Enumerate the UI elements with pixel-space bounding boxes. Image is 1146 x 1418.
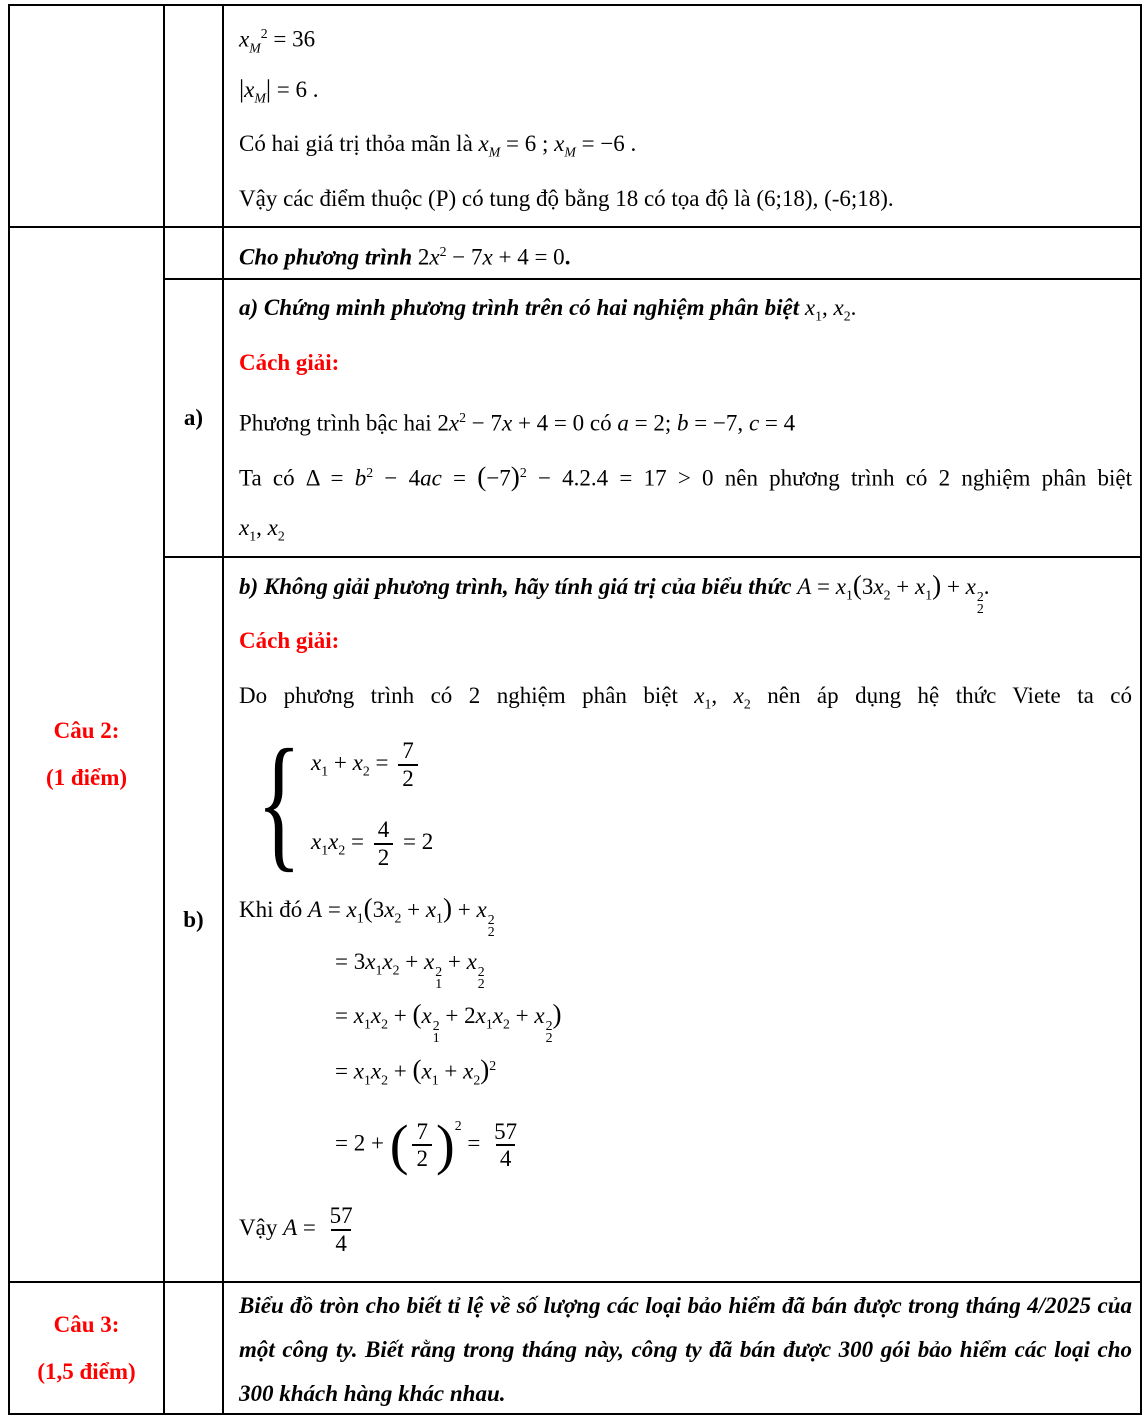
part-a-solution-cell <box>224 280 1140 556</box>
question2-intro-part-cell-empty <box>165 228 224 278</box>
question2-label <box>10 228 163 1281</box>
question3-part-cell-empty <box>165 1283 224 1413</box>
question2-block <box>10 228 1140 1283</box>
question1-part-cell-empty <box>165 6 224 226</box>
part-a-title: a) Chứng minh phương trình trên có hai nghiệm phân biệt $x_1$, $x_2$. <box>239 295 857 324</box>
math-line-xm-squared: $x_M^2 = 36$ <box>239 26 316 56</box>
system-line-sum: $x_1 + x_2$ = $\frac{7}{2}$ <box>311 723 433 802</box>
question2-number: Câu 2: <box>53 718 120 743</box>
part-b-viete-line: Do phương trình có 2 nghiệm phân biệt $x_1$, $x_2$ nên áp dụng hệ thức Viete ta có <box>239 683 1132 712</box>
part-a-line-roots: $x_1$, $x_2$ <box>239 515 285 544</box>
question1-solution-cell <box>224 6 1140 226</box>
question3-points: (1,5 điểm) <box>37 1358 136 1384</box>
derivation-step-4: = 2 + ( $\frac{7}{2}$ )$^2$ = $\frac{57}{4}$ <box>335 1114 518 1177</box>
text-line-two-values: Có hai giá trị thỏa mãn là $x_M = 6$ ; $x_M = -6$ . <box>239 131 637 160</box>
question2-intro-row <box>165 228 1140 280</box>
question2-label-cell <box>10 228 165 1281</box>
question3-row <box>10 1283 1140 1413</box>
exam-solution-table <box>8 4 1142 1415</box>
part-b-khido-line: Khi đó $A = x_1(3x_2 + x_1) + x$ 2 2 <box>239 893 495 939</box>
derivation-step-2: = $x_1x_2 + (x$ 2 1 + $2x_1x_2 + x$ 2 2 ) <box>335 999 562 1045</box>
question3-statement: Biểu đồ tròn cho biết tỉ lệ về số lượng các loại bảo hiểm đã bán được trong tháng 4/2025 của một công ty. Biết rằng trong tháng này, công ty đã bán được 300 gói bảo hiểm các loại cho 300 khách hàng khác nhau. <box>239 1293 1132 1406</box>
system-brace: { <box>256 719 302 885</box>
question2-points: (1 điểm) <box>45 765 128 790</box>
derivation-step-3: = $x_1x_2 + (x_1 + x_2)^2$ <box>335 1054 497 1088</box>
part-a-line-delta: Ta có $\Delta = b^2 - 4ac = (-7)^2 - 4.2.4 = 17 > 0$ nên phương trình có 2 nghiệm phân biệt <box>239 461 1132 492</box>
system-lines <box>311 723 433 881</box>
question3-number: Câu 3: <box>53 1311 120 1337</box>
part-a-line-coefficients: Phương trình bậc hai $2x^2 - 7x + 4 = 0$ có a = 2; b = −7, c = 4 <box>239 410 796 436</box>
question2-intro-text: Cho phương trình $2x^2 - 7x + 4 = 0$. <box>239 244 571 270</box>
math-line-abs-xm: $|x_M| = 6$ . <box>239 74 319 106</box>
question2-rows <box>165 228 1140 1281</box>
part-b-method-label: Cách giải: <box>239 628 340 653</box>
question2-part-b-row <box>165 558 1140 1281</box>
question3-statement-cell <box>224 1283 1140 1413</box>
system-line-product: $x_1x_2$ = $\frac{4}{2}$ = 2 <box>311 816 434 870</box>
part-a-method-label: Cách giải: <box>239 350 340 375</box>
question1-label-cell-empty <box>10 6 165 226</box>
part-b-conclusion: Vậy A = $\frac{57}{4}$ <box>239 1202 353 1256</box>
part-b-label: b) <box>165 558 224 1281</box>
part-b-solution-cell <box>224 558 1140 1281</box>
part-a-label: a) <box>165 280 224 556</box>
question1-remainder-row <box>10 6 1140 228</box>
text-line-conclusion-points: Vậy các điểm thuộc (P) có tung độ bằng 18 có tọa độ là (6;18), (-6;18). <box>239 186 894 211</box>
equation-system <box>243 719 1132 885</box>
question2-part-a-row <box>165 280 1140 558</box>
question3-label-cell <box>10 1283 165 1413</box>
part-b-title: b) Không giải phương trình, hãy tính giá trị của biểu thức $A = x_1(3x_2 + x_1) + x$ 2 2 . <box>239 570 990 616</box>
question2-intro-cell <box>224 228 1140 278</box>
question3-label <box>10 1283 163 1413</box>
derivation-step-1: = $3x_1x_2 + x$ 2 1 + x 2 2 <box>335 949 485 991</box>
